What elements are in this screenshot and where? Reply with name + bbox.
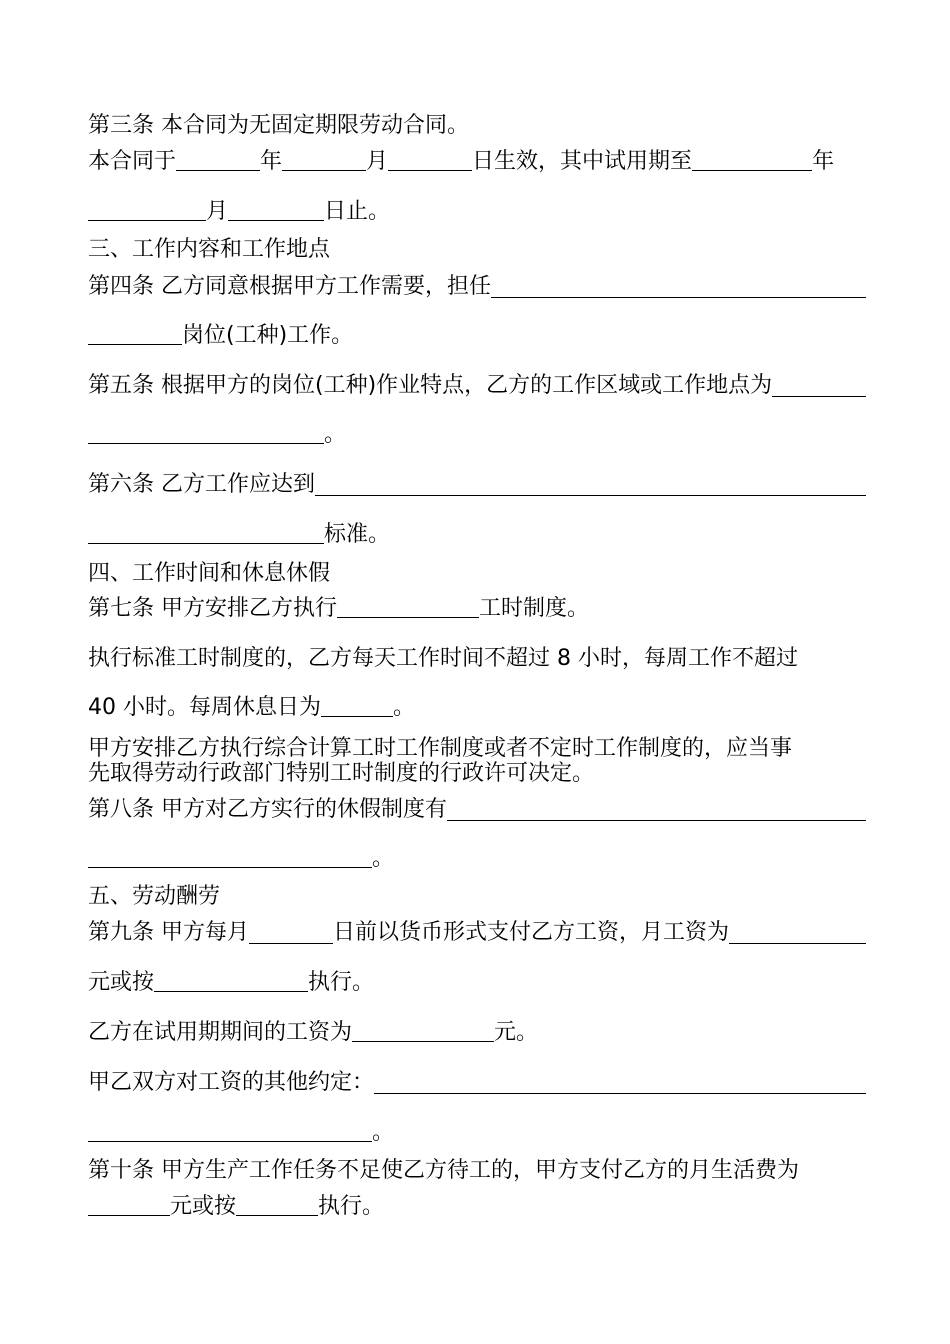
position-blank-cont [88, 322, 182, 345]
article-10-text: 第十条 甲方生产工作任务不足使乙方待工的，甲方支付乙方的月生活费为 [88, 1158, 799, 1183]
day-blank [388, 148, 472, 171]
workplace-blank-cont [88, 421, 324, 444]
probation-month-blank [88, 198, 206, 221]
living-allowance-basis-blank [236, 1193, 318, 1216]
standard-blank [315, 473, 866, 496]
article-9-text-cont: 元或按 执行。 [88, 970, 375, 995]
standard-hours-text: 执行标准工时制度的，乙方每天工作时间不超过 8 小时，每周工作不超过 [88, 646, 798, 671]
article-4-text-cont: 岗位(工种)工作。 [88, 322, 866, 350]
standard-blank-cont [88, 521, 324, 544]
article-3-effective-date: 本合同于 年 月 日生效，其中试用期至 年 [88, 149, 835, 174]
article-10-text-cont: 元或按 执行。 [88, 1193, 866, 1221]
special-hours-text-cont: 先取得劳动行政部门特别工时制度的行政许可决定。 [88, 761, 595, 786]
article-3-title: 第三条 本合同为无固定期限劳动合同。 [88, 113, 469, 138]
other-terms-blank [374, 1071, 866, 1094]
position-blank [491, 275, 866, 298]
special-hours-text: 甲方安排乙方执行综合计算工时工作制度或者不定时工作制度的，应当事 [88, 736, 793, 761]
article-8-text: 第八条 甲方对乙方实行的休假制度有 [88, 796, 866, 824]
article-5-text-cont: 。 [88, 421, 866, 449]
probation-salary-blank [352, 1019, 494, 1042]
leave-system-blank [447, 798, 866, 821]
pay-day-blank [249, 921, 333, 944]
article-6-text-cont: 标准。 [88, 521, 866, 549]
article-8-text-cont: 。 [88, 845, 866, 873]
rest-day-text: 40 小时。每周休息日为 。 [88, 695, 416, 720]
monthly-salary-blank [729, 921, 866, 944]
year-blank [176, 148, 260, 171]
leave-system-blank-cont [88, 845, 372, 868]
other-terms-blank-cont [88, 1119, 372, 1142]
section-3-heading: 三、工作内容和工作地点 [88, 237, 331, 262]
article-7-text: 第七条 甲方安排乙方执行 工时制度。 [88, 596, 590, 621]
article-6-text: 第六条 乙方工作应达到 [88, 471, 866, 499]
rest-day-blank [321, 694, 393, 717]
article-3-probation-end: 月 日止。 [88, 198, 866, 226]
other-salary-terms-text: 甲乙双方对工资的其他约定： [88, 1069, 866, 1097]
section-4-heading: 四、工作时间和休息休假 [88, 561, 331, 586]
article-9-text: 第九条 甲方每月 日前以货币形式支付乙方工资，月工资为 [88, 919, 866, 947]
article-5-text: 第五条 根据甲方的岗位(工种)作业特点，乙方的工作区域或工作地点为 [88, 372, 866, 400]
other-salary-terms-cont: 。 [88, 1119, 866, 1147]
salary-basis-blank [154, 969, 308, 992]
living-allowance-blank [88, 1193, 170, 1216]
section-5-heading: 五、劳动酬劳 [88, 884, 221, 909]
probation-day-blank [228, 198, 324, 221]
work-hour-system-blank [337, 595, 479, 618]
probation-year-blank [692, 148, 812, 171]
month-blank [282, 148, 366, 171]
probation-salary-text: 乙方在试用期期间的工资为 元。 [88, 1020, 539, 1045]
article-4-text: 第四条 乙方同意根据甲方工作需要，担任 [88, 273, 866, 301]
workplace-blank [772, 374, 866, 397]
